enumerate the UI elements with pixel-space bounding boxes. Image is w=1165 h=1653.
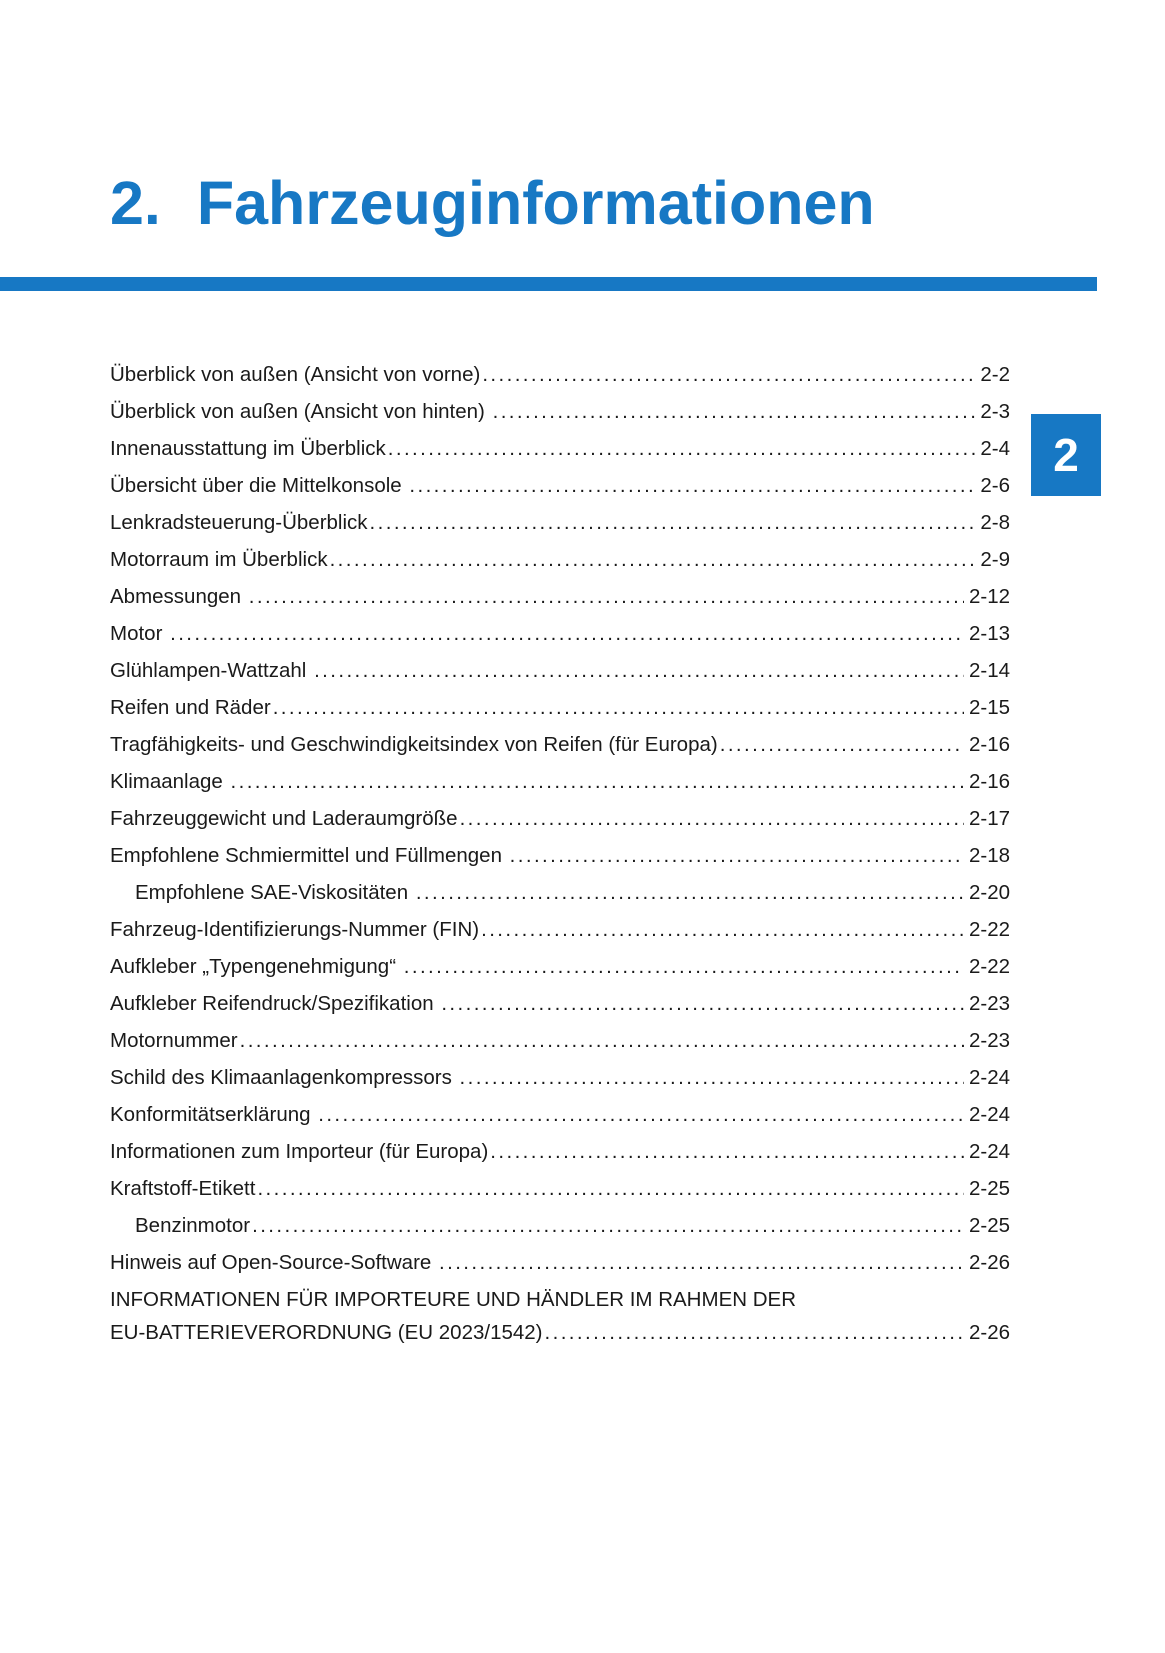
chapter-title — [110, 168, 875, 238]
toc-entry-page: 2-20 — [968, 881, 1010, 904]
toc-entry-page: 2-6 — [980, 474, 1010, 497]
toc-entry[interactable] — [110, 541, 1010, 578]
toc-entry[interactable] — [110, 1022, 1010, 1059]
toc-entry-page: 2-22 — [968, 955, 1010, 978]
toc-entry-page: 2-9 — [980, 548, 1010, 571]
toc-entry[interactable] — [110, 356, 1010, 393]
toc-entry-label[interactable]: Motorraum im Überblick — [110, 548, 328, 571]
toc-leader-dots — [318, 1096, 964, 1133]
toc-entry[interactable] — [110, 504, 1010, 541]
toc-entry-label[interactable]: Glühlampen-Wattzahl — [110, 659, 313, 682]
title-rule — [0, 277, 1097, 291]
toc-entry[interactable] — [110, 578, 1010, 615]
toc-entry-label[interactable]: Informationen zum Importeur (für Europa) — [110, 1140, 489, 1163]
toc-entry[interactable] — [110, 1281, 1010, 1318]
toc-leader-dots — [490, 1133, 964, 1170]
toc-leader-dots — [388, 430, 976, 467]
chapter-name: Fahrzeuginformationen — [196, 169, 875, 237]
toc-leader-dots — [257, 1170, 964, 1207]
toc-leader-dots — [370, 504, 976, 541]
chapter-tab-label: 2 — [1053, 429, 1079, 481]
toc-entry-page: 2-13 — [968, 622, 1010, 645]
toc-leader-dots — [460, 800, 964, 837]
toc-entry-page: 2-16 — [968, 733, 1010, 756]
toc-leader-dots — [441, 985, 964, 1022]
toc-entry[interactable] — [110, 430, 1010, 467]
toc-leader-dots — [545, 1318, 964, 1347]
toc-entry[interactable] — [110, 763, 1010, 800]
toc-entry-label[interactable]: Lenkradsteuerung-Überblick — [110, 511, 368, 534]
toc-entry-label[interactable]: Fahrzeuggewicht und Laderaumgröße — [110, 807, 458, 830]
toc-leader-dots — [416, 874, 964, 911]
toc-entry[interactable] — [110, 985, 1010, 1022]
toc-entry[interactable] — [110, 726, 1010, 763]
toc-entry-page: 2-8 — [980, 511, 1010, 534]
toc-entry-label[interactable]: Benzinmotor — [135, 1214, 251, 1237]
toc-entry-label[interactable]: Aufkleber „Typengenehmigung“ — [110, 955, 402, 978]
toc-entry-label[interactable]: EU-BATTERIEVERORDNUNG (EU 2023/1542) — [110, 1321, 543, 1344]
toc-leader-dots — [404, 948, 964, 985]
toc-entry-page: 2-24 — [968, 1103, 1010, 1126]
toc-entry-page: 2-23 — [968, 992, 1010, 1015]
toc-leader-dots — [231, 763, 964, 800]
toc-entry-label[interactable]: Motornummer — [110, 1029, 238, 1052]
toc-entry[interactable] — [110, 948, 1010, 985]
toc-leader-dots — [273, 689, 964, 726]
toc-leader-dots — [314, 652, 964, 689]
toc-entry-page: 2-23 — [968, 1029, 1010, 1052]
toc-entry[interactable] — [110, 652, 1010, 689]
toc-entry-page: 2-24 — [968, 1066, 1010, 1089]
toc-leader-dots — [240, 1022, 964, 1059]
toc-entry[interactable] — [110, 1059, 1010, 1096]
toc-entry-page: 2-15 — [968, 696, 1010, 719]
toc-entry-page: 2-16 — [968, 770, 1010, 793]
toc-entry[interactable] — [110, 911, 1010, 948]
toc-leader-dots — [482, 356, 975, 393]
toc-entry[interactable] — [110, 615, 1010, 652]
toc-leader-dots — [460, 1059, 964, 1096]
toc-leader-dots — [481, 911, 964, 948]
toc-entry-label[interactable]: Reifen und Räder — [110, 696, 271, 719]
toc-entry[interactable] — [110, 1170, 1010, 1207]
toc-entry-page: 2-17 — [968, 807, 1010, 830]
toc-entry-page: 2-14 — [968, 659, 1010, 682]
toc-entry[interactable] — [110, 689, 1010, 726]
toc-entry-page: 2-26 — [968, 1251, 1010, 1274]
toc-entry-label[interactable]: Abmessungen — [110, 585, 247, 608]
toc-entry-label[interactable]: Empfohlene Schmiermittel und Füllmengen — [110, 844, 508, 867]
toc-entry-label[interactable]: Schild des Klimaanlagenkompressors — [110, 1066, 458, 1089]
toc-entry[interactable] — [110, 1244, 1010, 1281]
toc-entry[interactable] — [110, 1096, 1010, 1133]
toc-entry-page: 2-2 — [980, 363, 1010, 386]
toc-entry-page: 2-12 — [968, 585, 1010, 608]
toc-entry-label[interactable]: Innenausstattung im Überblick — [110, 437, 386, 460]
toc-entry-page: 2-24 — [968, 1140, 1010, 1163]
toc-entry-page: 2-18 — [968, 844, 1010, 867]
toc-entry-label[interactable]: Kraftstoff-Etikett — [110, 1177, 256, 1200]
chapter-number: 2. — [110, 169, 161, 237]
toc-leader-dots — [720, 726, 964, 763]
toc-leader-dots — [493, 393, 976, 430]
toc-entry[interactable] — [110, 1207, 1010, 1244]
toc-entry-label[interactable]: INFORMATIONEN FÜR IMPORTEURE UND HÄNDLER IM RAHMEN DER — [110, 1288, 797, 1311]
toc-entry-label[interactable]: Tragfähigkeits- und Geschwindigkeitsindex von Reifen (für Europa) — [110, 733, 718, 756]
toc-entry-label[interactable]: Konformitätserklärung — [110, 1103, 317, 1126]
toc-leader-dots — [330, 541, 976, 578]
toc-entry-page: 2-25 — [968, 1177, 1010, 1200]
toc-leader-dots — [510, 837, 964, 874]
toc-leader-dots — [252, 1207, 964, 1244]
toc-entry-label[interactable]: Hinweis auf Open-Source-Software — [110, 1251, 438, 1274]
toc-entry[interactable] — [110, 837, 1010, 874]
toc-entry[interactable] — [110, 393, 1010, 430]
toc-entry-label[interactable]: Aufkleber Reifendruck/Spezifikation — [110, 992, 440, 1015]
toc-entry[interactable] — [110, 1318, 1010, 1347]
toc-entry-page: 2-26 — [968, 1321, 1010, 1344]
toc-entry[interactable] — [110, 1133, 1010, 1170]
toc-entry-label[interactable]: Motor — [110, 622, 169, 645]
toc-entry-page: 2-3 — [980, 400, 1010, 423]
toc-entry-label[interactable]: Überblick von außen (Ansicht von vorne) — [110, 363, 481, 386]
toc-list — [110, 356, 1010, 1347]
chapter-tab — [1031, 414, 1101, 496]
toc-entry[interactable] — [110, 874, 1010, 911]
toc-leader-dots — [409, 467, 975, 504]
toc-entry-page: 2-25 — [968, 1214, 1010, 1237]
toc-leader-dots — [439, 1244, 964, 1281]
toc-entry[interactable] — [110, 800, 1010, 837]
toc-leader-dots — [249, 578, 964, 615]
toc-entry-page: 2-22 — [968, 918, 1010, 941]
toc-entry-label[interactable]: Klimaanlage — [110, 770, 229, 793]
toc-entry[interactable] — [110, 467, 1010, 504]
toc-entry-label[interactable]: Übersicht über die Mittelkonsole — [110, 474, 408, 497]
toc-leader-dots — [170, 615, 964, 652]
toc-entry-page: 2-4 — [980, 437, 1010, 460]
toc-entry-label[interactable]: Empfohlene SAE-Viskositäten — [135, 881, 414, 904]
toc-entry-label[interactable]: Fahrzeug-Identifizierungs-Nummer (FIN) — [110, 918, 480, 941]
toc-entry-label[interactable]: Überblick von außen (Ansicht von hinten) — [110, 400, 491, 423]
